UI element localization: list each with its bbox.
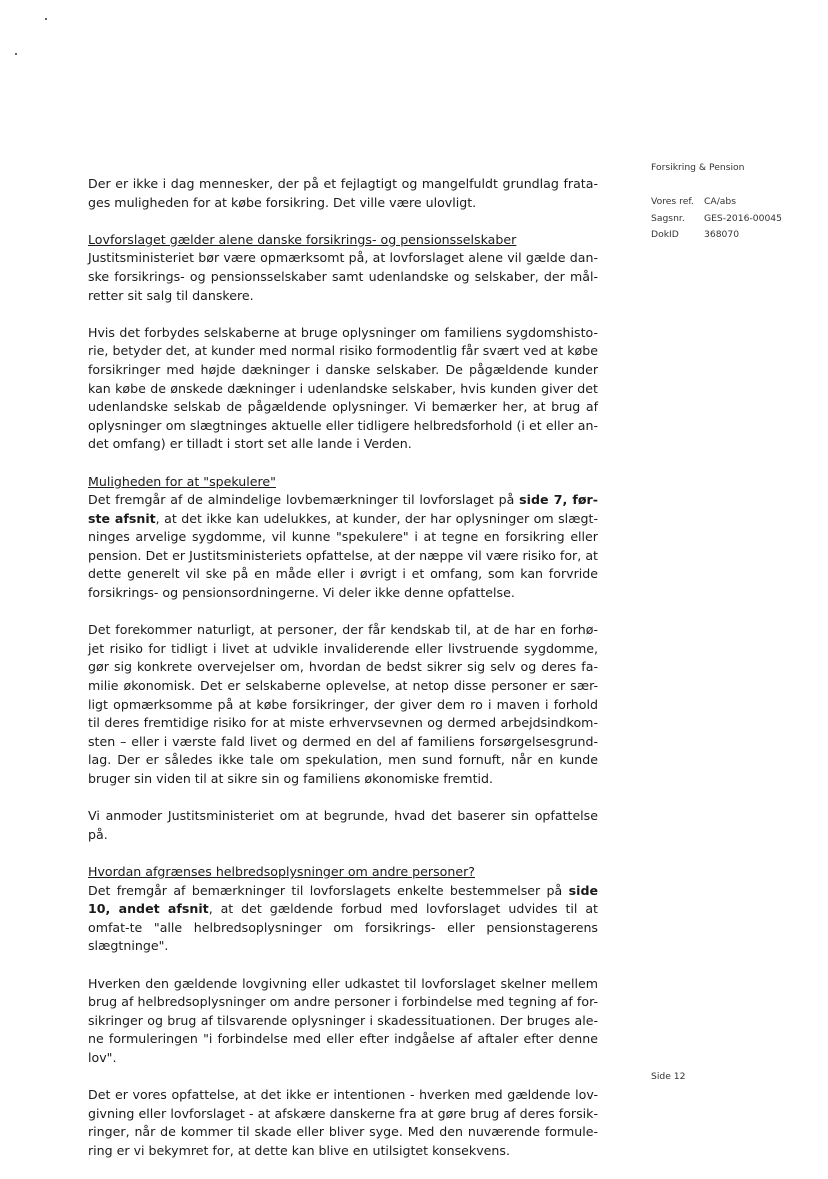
section xyxy=(88,863,598,956)
section xyxy=(88,473,598,603)
scan-speck xyxy=(45,18,47,20)
meta-row-case xyxy=(651,211,782,228)
org-name: Forsikring & Pension xyxy=(651,162,745,173)
meta-value: 368070 xyxy=(704,229,740,241)
section-heading: Muligheden for at "spekulere" xyxy=(88,473,276,489)
scan-speck xyxy=(15,53,17,55)
meta-row-ref xyxy=(651,194,782,211)
paragraph: Der er ikke i dag mennesker, der på et fejlagtigt og mangelfuldt grundlag frata-ges muligheden for at købe forsikring. Det ville være ulovligt. xyxy=(88,176,598,210)
meta-key: Vores ref. xyxy=(651,196,694,207)
paragraph-text: Det fremgår af de almindelige lovbemærkninger til lovforslaget på xyxy=(88,492,520,508)
meta-row-docid xyxy=(651,227,782,244)
paragraph: Hvis det forbydes selskaberne at bruge oplysninger om familiens sygdomshisto-rie, betyder det, at kunder med normal risiko formodentlig får svært ved at købe forsikringer med højde dækninger i danske selskaber. De pågældende kunder kan købe de ønskede dækninger i udenlandske selskaber, hvis kunden giver det udenlandske selskab de pågældende oplysninger. Vi bemærker her, at brug af oplysninger om slægtninges aktuelle eller tidligere helbredsforhold (i et eller an-det omfang) er tilladt i stort set alle lande i Verden. xyxy=(88,324,598,452)
section-heading: Lovforslaget gælder alene danske forsikrings- og pensionsselskaber xyxy=(88,231,517,247)
paragraph: Det er vores opfattelse, at det ikke er intentionen - hverken med gældende lov-givning eller lovforslaget - at afskære danskerne fra at gøre brug af deres forsik-ringer, når de kommer til skade eller bliver syge. Med den nuværende formule-ring er vi bekymret for, at dette kan blive en utilsigtet konsekvens. xyxy=(88,1087,598,1158)
paragraph-text: , at det ikke kan udelukkes, at kunder, der har oplysninger om slægt-ninges arvelige sygdomme, vil kunne "spekulere" i at tegne en forsikring eller pension. Det er Justitsministeriets opfattelse, at der næppe vil være risiko for, at dette generelt vil ske på en måde eller i øvrigt i et omfang, som kan forvride forsikrings- og pensionsordningerne. Vi deler ikke denne opfattelse. xyxy=(88,510,598,601)
paragraph: Hverken den gældende lovgivning eller udkastet til lovforslaget skelner mellem brug af helbredsoplysninger om andre personer i forbindelse med tegning af for-sikringer og brug af tilsvarende oplysninger i skadessituationen. Der bruges ale-ne formuleringen "i forbindelse med eller efter indgåelse af aftaler efter denne lov". xyxy=(88,975,598,1065)
paragraph-text: , at det gældende forbud med lovforslaget udvides til at omfat-te "alle helbredsoplysninger om forsikrings- eller pensionstagerens slægtninge". xyxy=(88,901,598,954)
reference-meta xyxy=(651,194,782,244)
letter-body xyxy=(88,175,598,1179)
meta-key: DokID xyxy=(651,229,679,241)
section xyxy=(88,231,598,305)
meta-value: CA/abs xyxy=(704,196,737,207)
paragraph-text: Det fremgår af bemærkninger til lovforslagets enkelte bestemmelser på xyxy=(88,882,569,898)
meta-key: Sagsnr. xyxy=(651,212,685,224)
meta-value: GES-2016-00045 xyxy=(704,212,782,224)
bold-reference: side 10, andet afsnit xyxy=(88,882,598,917)
paragraph: Vi anmoder Justitsministeriet om at begrunde, hvad det baserer sin opfattelse på. xyxy=(88,808,598,842)
paragraph: Justitsministeriet bør være opmærksomt på, at lovforslaget alene vil gælde dan-ske forsikrings- og pensionsselskaber samt udenlandske og selskaber, der mål-retter sit salg til danskere. xyxy=(88,250,598,303)
page-number: Side 12 xyxy=(651,1071,686,1082)
paragraph: Det forekommer naturligt, at personer, der får kendskab til, at de har en forhø-jet risiko for tidligt i livet at udvikle invaliderende eller livstruende sygdomme, gør sig konkrete overvejelser om, hvordan de bedst sikrer sig selv og deres fa-milie økonomisk. Det er selskaberne oplevelse, at netop disse personer er sær-ligt opmærksomme på at købe forsikringer, der giver dem ro i maven i forhold til deres fremtidige risiko for at miste erhvervsevnen og dermed arbejdsindkom-sten – eller i værste fald livet og dermed en del af familiens forsørgelsesgrund-lag. Der er således ikke tale om spekulation, men sund fornuft, når en kunde bruger sin viden til at sikre sin og familiens økonomiske fremtid. xyxy=(88,622,598,786)
bold-reference: side 7, før-ste afsnit xyxy=(88,492,598,526)
section-heading: Hvordan afgrænses helbredsoplysninger om andre personer? xyxy=(88,863,475,879)
